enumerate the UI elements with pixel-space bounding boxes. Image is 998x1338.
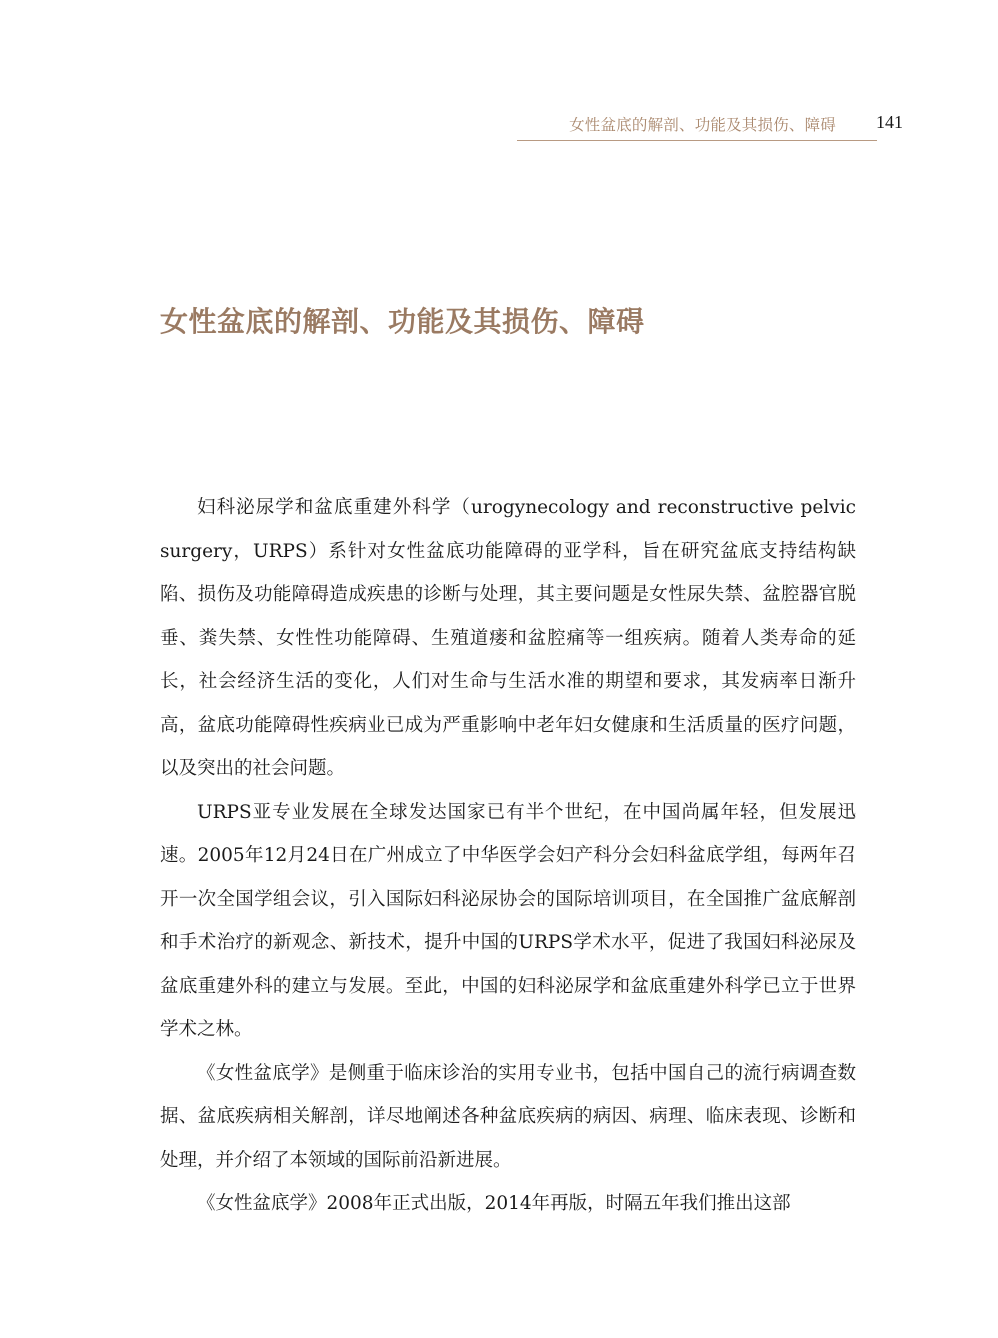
- header-rule: [517, 140, 877, 141]
- running-title: 女性盆底的解剖、功能及其损伤、障碍: [569, 116, 836, 134]
- paragraph-4: 《女性盆底学》2008年正式出版，2014年再版，时隔五年我们推出这部: [197, 1193, 791, 1214]
- body-text: [160, 486, 856, 1226]
- paragraph-2: URPS亚专业发展在全球发达国家已有半个世纪，在中国尚属年轻，但发展迅速。2005年12月24日在广州成立了中华医学会妇产科分会妇科盆底学组，每两年召开一次全国学组会议，引入国际妇科泌尿协会的国际培训项目，在全国推广盆底解剖和手术治疗的新观念、新技术，提升中国的URPS学术水平，促进了我国妇科泌尿及盆底重建外科的建立与发展。至此，中国的妇科泌尿学和盆底重建外科学已立于世界学术之林。: [160, 801, 856, 1040]
- page-number: 141: [876, 112, 903, 132]
- chapter-title: 女性盆底的解剖、功能及其损伤、障碍: [160, 305, 645, 338]
- paragraph-1: 妇科泌尿学和盆底重建外科学（urogynecology and reconstructive pelvic surgery，URPS）系针对女性盆底功能障碍的亚学科，旨在研究盆底支持结构缺陷、损伤及功能障碍造成疾患的诊断与处理，其主要问题是女性尿失禁、盆腔器官脱垂、粪失禁、女性性功能障碍、生殖道瘘和盆腔痛等一组疾病。随着人类寿命的延长，社会经济生活的变化，人们对生命与生活水准的期望和要求，其发病率日渐升高，盆底功能障碍性疾病业已成为严重影响中老年妇女健康和生活质量的医疗问题，以及突出的社会问题。: [160, 497, 856, 779]
- paragraph-3: 《女性盆底学》是侧重于临床诊治的实用专业书，包括中国自己的流行病调查数据、盆底疾病相关解剖，详尽地阐述各种盆底疾病的病因、病理、临床表现、诊断和处理，并介绍了本领域的国际前沿新进展。: [160, 1062, 856, 1171]
